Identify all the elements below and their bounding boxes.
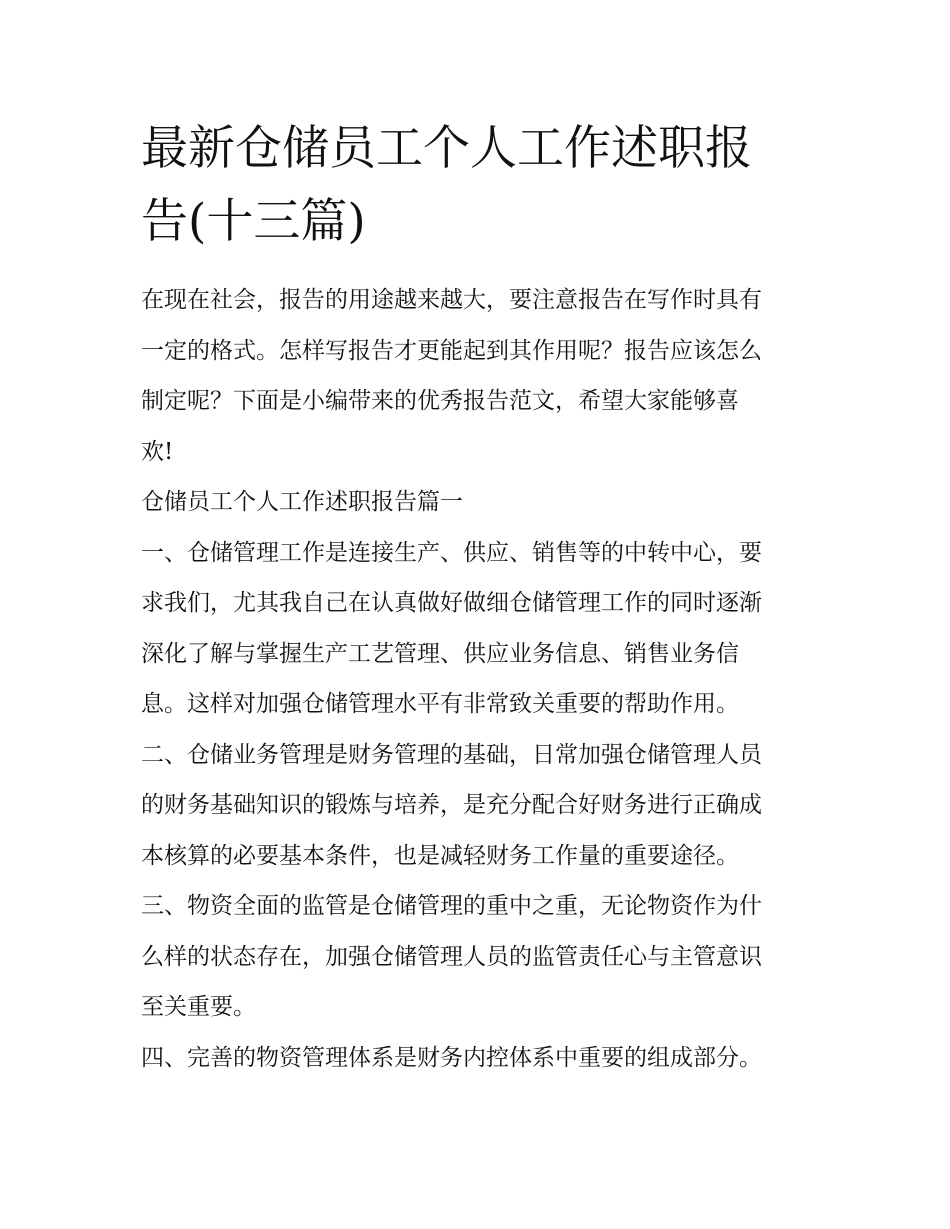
paragraph-line: 至关重要。 (141, 994, 256, 1020)
paragraph-line: 二、仓储业务管理是财务管理的基础，日常加强仓储管理人员 (141, 741, 762, 768)
intro-paragraph-line: 在现在社会，报告的用途越来越大，要注意报告在写作时具有 (141, 287, 762, 313)
paragraph-line: 的财务基础知识的锻炼与培养，是充分配合好财务进行正确成 (141, 792, 762, 818)
section-heading: 仓储员工个人工作述职报告篇一 (141, 489, 463, 515)
document-content (141, 112, 821, 1083)
document-body (141, 275, 821, 1083)
paragraph-line: 么样的状态存在，加强仓储管理人员的监管责任心与主管意识 (141, 943, 762, 970)
paragraph-line: 四、完善的物资管理体系是财务内控体系中重要的组成部分。 (141, 1044, 762, 1071)
intro-paragraph-line: 一定的格式。怎样写报告才更能起到其作用呢？报告应该怎么 (141, 337, 762, 364)
paragraph-line: 一、仓储管理工作是连接生产、供应、销售等的中转中心，要 (141, 539, 762, 566)
document-title (141, 112, 821, 258)
title-line: 告(十三篇) (141, 194, 366, 249)
title-line: 最新仓储员工个人工作述职报 (141, 121, 752, 176)
paragraph-line: 三、物资全面的监管是仓储管理的重中之重，无论物资作为什 (141, 893, 762, 919)
intro-paragraph-line: 制定呢？下面是小编带来的优秀报告范文，希望大家能够喜 (141, 388, 739, 414)
intro-paragraph-line: 欢! (141, 438, 174, 465)
paragraph-line: 求我们，尤其我自己在认真做好做细仓储管理工作的同时逐渐 (141, 590, 762, 616)
paragraph-line: 息。这样对加强仓储管理水平有非常致关重要的帮助作用。 (141, 691, 739, 717)
paragraph-line: 深化了解与掌握生产工艺管理、供应业务信息、销售业务信 (141, 640, 739, 667)
paragraph-line: 本核算的必要基本条件，也是减轻财务工作量的重要途径。 (141, 842, 739, 869)
